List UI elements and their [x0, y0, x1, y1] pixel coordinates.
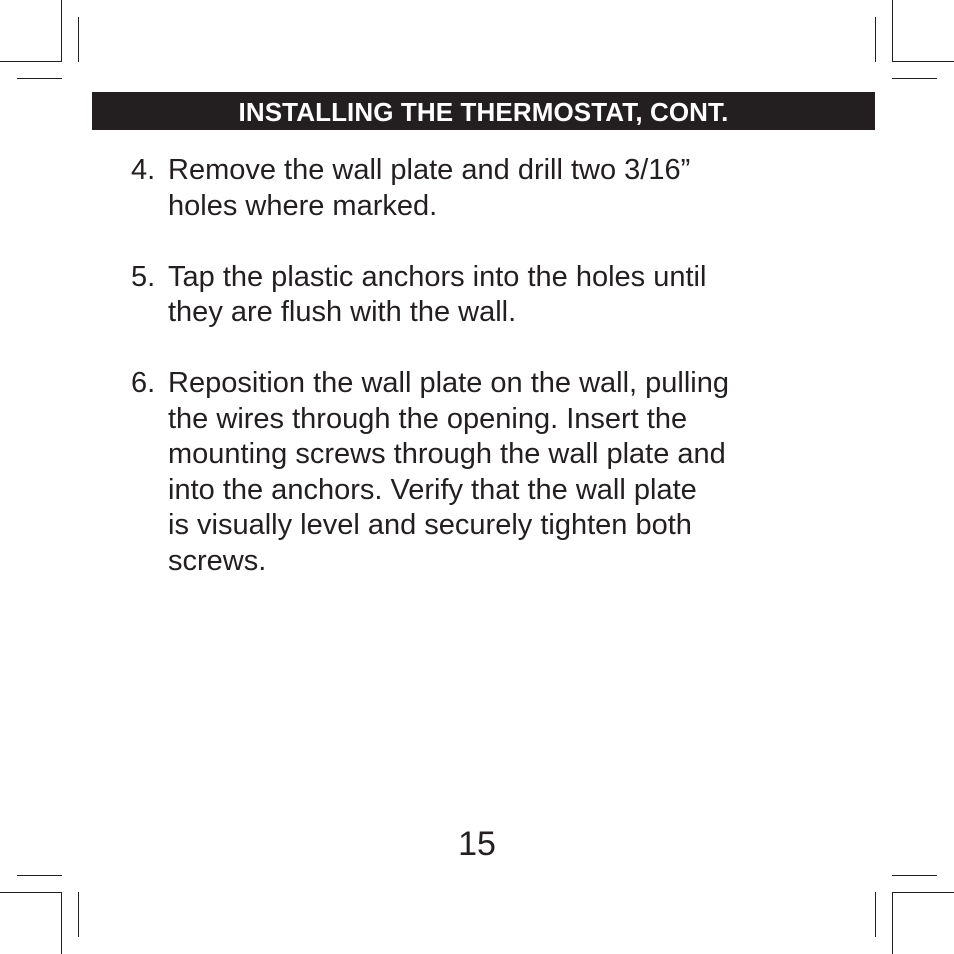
section-title: INSTALLING THE THERMOSTAT, CONT.	[238, 96, 729, 127]
crop-mark	[892, 0, 893, 62]
crop-mark	[0, 61, 62, 62]
crop-mark	[892, 875, 937, 876]
step-line: Tap the plastic anchors into the holes until	[168, 260, 707, 293]
crop-mark	[892, 61, 954, 62]
step-item	[131, 366, 831, 579]
step-line: they are flush with the wall.	[168, 296, 517, 328]
step-text	[168, 260, 831, 331]
step-line: mounting screws through the wall plate and	[168, 438, 726, 470]
step-line: the wires through the opening. Insert the	[168, 402, 688, 435]
crop-mark	[17, 78, 62, 79]
crop-mark	[875, 17, 876, 62]
step-number: 4.	[131, 154, 156, 186]
step-item	[131, 260, 831, 331]
crop-mark	[892, 78, 937, 79]
crop-mark	[875, 892, 876, 937]
step-number: 6.	[131, 367, 156, 399]
instruction-steps	[131, 153, 831, 615]
crop-mark	[61, 892, 62, 954]
crop-mark	[0, 892, 62, 893]
step-line: into the anchors. Verify that the wall plate	[168, 473, 697, 506]
step-text	[168, 153, 831, 224]
step-line: screws.	[168, 544, 267, 577]
step-line: holes where marked.	[168, 189, 438, 222]
crop-mark	[892, 892, 954, 893]
crop-mark	[61, 0, 62, 62]
section-header	[92, 92, 875, 130]
step-line: is visually level and securely tighten both	[168, 509, 692, 541]
crop-mark	[892, 892, 893, 954]
page-number: 15	[458, 825, 496, 863]
crop-mark	[78, 892, 79, 937]
step-line: Reposition the wall plate on the wall, pulling	[168, 367, 730, 399]
step-number: 5.	[131, 260, 156, 293]
crop-mark	[78, 17, 79, 62]
step-line: Remove the wall plate and drill two 3/16”	[168, 154, 691, 186]
step-item	[131, 153, 831, 224]
step-text	[168, 366, 831, 579]
crop-mark	[17, 875, 62, 876]
